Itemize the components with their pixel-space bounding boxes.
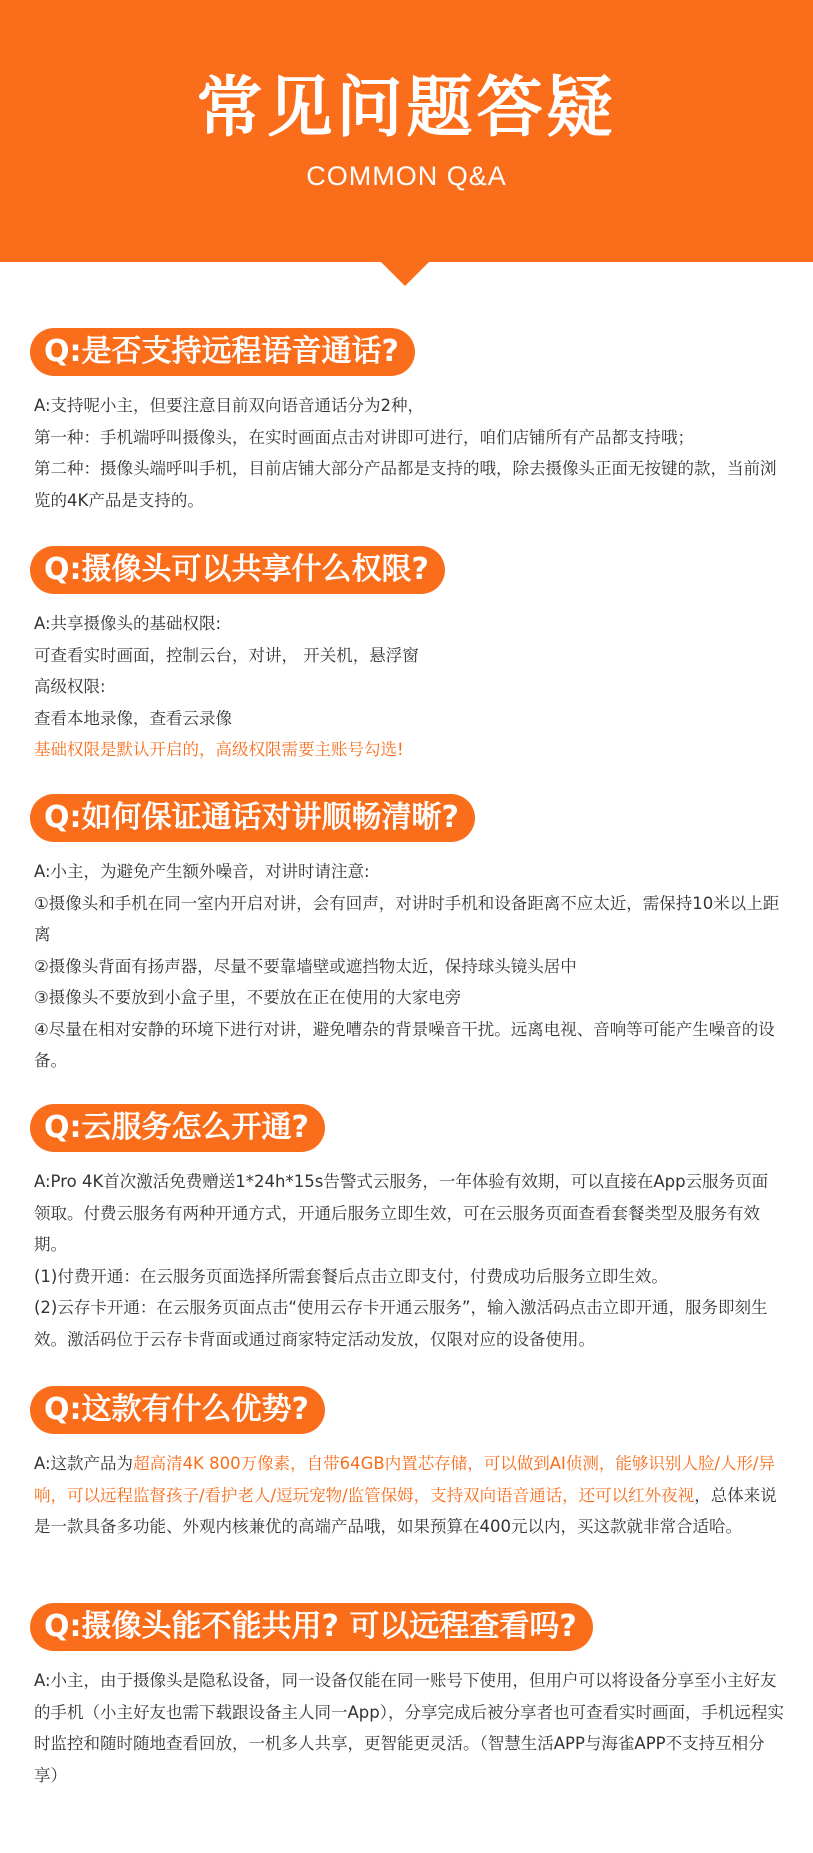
answer-line: 查看本地录像，查看云录像 xyxy=(34,708,232,728)
page-header xyxy=(0,0,813,262)
answer-line: ②摄像头背面有扬声器，尽量不要靠墙壁或遮挡物太近，保持球头镜头居中 xyxy=(34,956,577,976)
answer-prefix: A:这款产品为 xyxy=(34,1454,134,1473)
question-badge: Q:摄像头能不能共用? 可以远程查看吗? xyxy=(30,1603,593,1651)
answer-line: 可查看实时画面，控制云台，对讲， 开关机，悬浮窗 xyxy=(34,645,419,665)
answer-text xyxy=(34,390,784,516)
answer-line: 高级权限: xyxy=(34,677,106,696)
answer-suffix: ，总体来说是一款具备多功能、外观内核兼优的高端产品哦，如果预算在400元以内，买这款就非常合适哈。 xyxy=(34,1485,777,1536)
answer-line: 第一种：手机端呼叫摄像头，在实时画面点击对讲即可进行，咱们店铺所有产品都支持哦； xyxy=(34,427,694,447)
question-badge: Q:云服务怎么开通? xyxy=(30,1104,325,1152)
answer-line: (1)付费开通：在云服务页面选择所需套餐后点击立即支付，付费成功后服务立即生效。 xyxy=(34,1266,668,1286)
answer-text xyxy=(34,1166,784,1355)
answer-paragraph xyxy=(34,1448,784,1543)
header-notch-decoration xyxy=(381,262,429,286)
answer-line: 第二种：摄像头端呼叫手机，目前店铺大部分产品都是支持的哦，除去摄像头正面无按键的款，当前浏览的4K产品是支持的。 xyxy=(34,459,777,510)
answer-text xyxy=(34,856,784,1077)
answer-line: A:Pro 4K首次激活免费赠送1*24h*15s告警式云服务，一年体验有效期，可以直接在App云服务页面领取。付费云服务有两种开通方式，开通后服务立即生效，可在云服务页面查看套餐类型及服务有效期。 xyxy=(34,1172,769,1254)
answer-line: ①摄像头和手机在同一室内开启对讲，会有回声，对讲时手机和设备距离不应太近，需保持10米以上距离 xyxy=(34,893,780,944)
answer-text xyxy=(34,608,784,766)
answer-line: ④尽量在相对安静的环境下进行对讲，避免嘈杂的背景噪音干扰。远离电视、音响等可能产生噪音的设备。 xyxy=(34,1019,775,1070)
question-badge: Q:这款有什么优势? xyxy=(30,1386,325,1434)
answer-line: A:小主，由于摄像头是隐私设备，同一设备仅能在同一账号下使用，但用户可以将设备分享至小主好友的手机（小主好友也需下载跟设备主人同一App），分享完成后被分享者也可查看实时画面，手机远程实时监控和随时随地查看回放，一机多人共享，更智能更灵活。（智慧生活APP与海雀APP不支持互相分享） xyxy=(34,1671,784,1785)
answer-line: ③摄像头不要放到小盒子里，不要放在正在使用的大家电旁 xyxy=(34,988,462,1007)
answer-line: A:支持呢小主，但要注意目前双向语音通话分为2种， xyxy=(34,396,425,415)
answer-line: A:共享摄像头的基础权限: xyxy=(34,614,222,633)
answer-text xyxy=(34,1665,784,1791)
question-badge: Q:摄像头可以共享什么权限? xyxy=(30,546,445,594)
page-subtitle: COMMON Q&A xyxy=(306,161,507,191)
question-badge: Q:是否支持远程语音通话? xyxy=(30,328,415,376)
page-title: 常见问题答疑 xyxy=(196,69,617,146)
answer-highlight: 基础权限是默认开启的，高级权限需要主账号勾选! xyxy=(34,740,404,759)
answer-highlight: 超高清4K 800万像素，自带64GB内置芯存储，可以做到AI侦测，能够识别人脸/人形/异响，可以远程监督孩子/看护老人/逗玩宠物/监管保姆，支持双向语音通话，还可以红外夜视 xyxy=(34,1454,775,1505)
question-badge: Q:如何保证通话对讲顺畅清晰? xyxy=(30,794,475,842)
answer-line: (2)云存卡开通：在云服务页面点击“使用云存卡开通云服务”，输入激活码点击立即开通，服务即刻生效。激活码位于云存卡背面或通过商家特定活动发放，仅限对应的设备使用。 xyxy=(34,1298,768,1349)
answer-text xyxy=(34,1448,784,1543)
answer-line: A:小主，为避免产生额外噪音，对讲时请注意: xyxy=(34,862,370,881)
